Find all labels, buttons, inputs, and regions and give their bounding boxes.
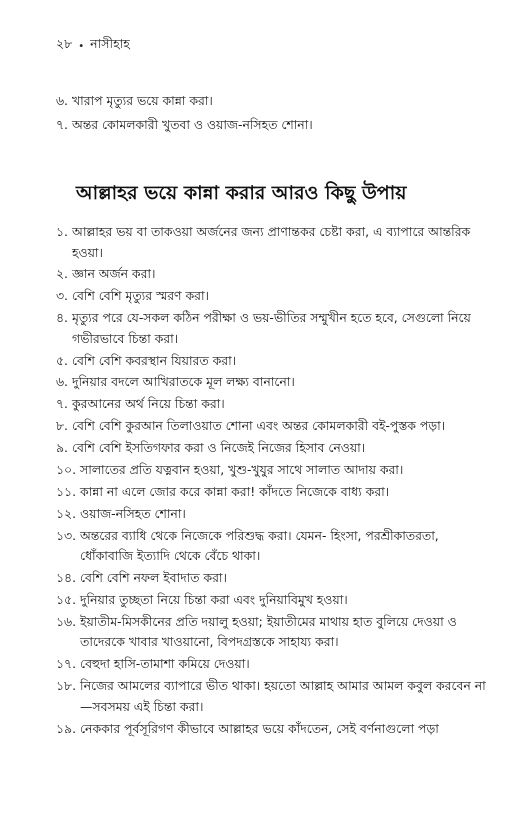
item-number: ১৯.	[56, 720, 77, 736]
list-item	[56, 676, 486, 717]
list-item	[56, 654, 486, 675]
list-item	[56, 482, 486, 503]
list-item	[56, 719, 486, 740]
list-item	[56, 526, 486, 567]
item-text: জ্ঞান অর্জন করা।	[72, 266, 156, 282]
item-number: ৪.	[56, 310, 68, 326]
item-number: ১৩.	[56, 527, 77, 543]
item-number: ১০.	[56, 462, 77, 478]
list-item	[56, 91, 486, 112]
item-text: বেশি বেশি মৃত্যুর স্মরণ করা।	[72, 288, 209, 304]
item-text: অন্তরের ব্যাধি থেকে নিজেকে পরিশুদ্ধ করা। যেমন- হিংসা, পরশ্রীকাতরতা, ধোঁকাবাজি ইত্যাদি থেকে বেঁচে থাকা।	[80, 527, 439, 564]
list-item	[56, 438, 486, 459]
item-number: ১৭.	[56, 656, 77, 672]
item-text: দুনিয়ার তুচ্ছতা নিয়ে চিন্তা করা এবং দুনিয়াবিমুখ হওয়া।	[80, 591, 348, 607]
list-item	[56, 372, 486, 393]
item-number: ১১.	[56, 483, 77, 499]
methods-list	[56, 222, 486, 740]
item-number: ৫.	[56, 352, 68, 368]
item-number: ৮.	[56, 418, 68, 434]
item-number: ১২.	[56, 505, 77, 521]
item-number: ৩.	[56, 288, 68, 304]
item-text: নিজের আমলের ব্যাপারে ভীত থাকা। হয়তো আল্লাহ আমার আমল কবুল করবেন না—সবসময় এই চিন্তা করা।	[80, 678, 486, 714]
item-number: ১৬.	[56, 613, 77, 629]
list-item	[56, 460, 486, 481]
list-item	[56, 308, 486, 349]
item-text: দুনিয়ার বদলে আখিরাতকে মূল লক্ষ্য বানানো।	[72, 374, 295, 390]
item-number: ৬.	[56, 374, 68, 390]
item-text: অন্তর কোমলকারী খুতবা ও ওয়াজ-নসিহত শোনা।	[72, 116, 313, 132]
item-text: কুরআনের অর্থ নিয়ে চিন্তা করা।	[72, 396, 225, 412]
item-text: ওয়াজ-নসিহত শোনা।	[80, 505, 186, 521]
item-text: খারাপ মৃত্যুর ভয়ে কান্না করা।	[72, 93, 213, 108]
item-number: ২.	[56, 266, 68, 282]
list-item	[56, 222, 486, 263]
item-text: বেশি বেশি কবরস্থান যিয়ারত করা।	[71, 352, 237, 368]
item-text: বেশি বেশি নফল ইবাদাত করা।	[80, 570, 227, 586]
item-text: কান্না না এলে জোর করে কান্না করা! কাঁদতে নিজেকে বাধ্য করা।	[80, 483, 390, 499]
page-number: ২৮	[56, 36, 73, 51]
list-item	[56, 416, 486, 437]
item-text: মৃত্যুর পরে যে-সকল কঠিন পরীক্ষা ও ভয়-ভীতির সম্মুখীন হতে হবে, সেগুলো নিয়ে গভীরভাবে চিন্তা করা।	[71, 310, 471, 346]
list-item	[56, 394, 486, 415]
list-item	[56, 590, 486, 611]
item-number: ১৪.	[56, 570, 77, 586]
item-number: ১.	[56, 224, 68, 239]
item-text: বেশি বেশি ইসতিগফার করা ও নিজেই নিজের হিসাব নেওয়া।	[71, 440, 366, 456]
item-number: ৭.	[56, 396, 68, 412]
list-item	[56, 264, 486, 285]
section-heading: আল্লাহর ভয়ে কান্না করার আরও কিছু উপায়	[76, 182, 407, 204]
list-item	[56, 504, 486, 525]
running-header	[56, 36, 130, 56]
item-number: ৯.	[56, 440, 68, 456]
item-text: আল্লাহর ভয় বা তাকওয়া অর্জনের জন্য প্রাণান্তকর চেষ্টা করা, এ ব্যাপারে আন্তরিক হওয়া।	[71, 224, 471, 260]
header-separator: •	[78, 40, 85, 52]
list-item	[56, 286, 486, 307]
item-number: ১৮.	[56, 678, 77, 694]
item-text: বেশি বেশি কুরআন তিলাওয়াত শোনা এবং অন্তর কোমলকারী বই-পুস্তক পড়া।	[71, 418, 446, 434]
item-text: বেহুদা হাসি-তামাশা কমিয়ে দেওয়া।	[80, 656, 250, 672]
list-item	[56, 612, 486, 653]
list-item	[56, 351, 486, 372]
list-item	[56, 568, 486, 589]
item-number: ১৫.	[56, 591, 77, 607]
item-text: সালাতের প্রতি যত্নবান হওয়া, খুশু-খুযুর সাথে সালাত আদায় করা।	[80, 462, 404, 478]
book-title: নাসীহাহ	[90, 36, 130, 51]
list-item	[56, 115, 486, 136]
item-number: ৬.	[56, 93, 68, 108]
item-text: নেককার পূর্বসূরিগণ কীভাবে আল্লাহর ভয়ে কাঁদতেন, সেই বর্ণনাগুলো পড়া	[80, 720, 439, 736]
item-number: ৭.	[56, 116, 68, 132]
continued-list	[56, 91, 486, 138]
item-text: ইয়াতীম-মিসকীনের প্রতি দয়ালু হওয়া; ইয়াতীমের মাথায় হাত বুলিয়ে দেওয়া ও তাদেরকে খাবার খাওয়ানো, বিপদগ্রস্তকে সাহায্য করা।	[80, 613, 457, 650]
